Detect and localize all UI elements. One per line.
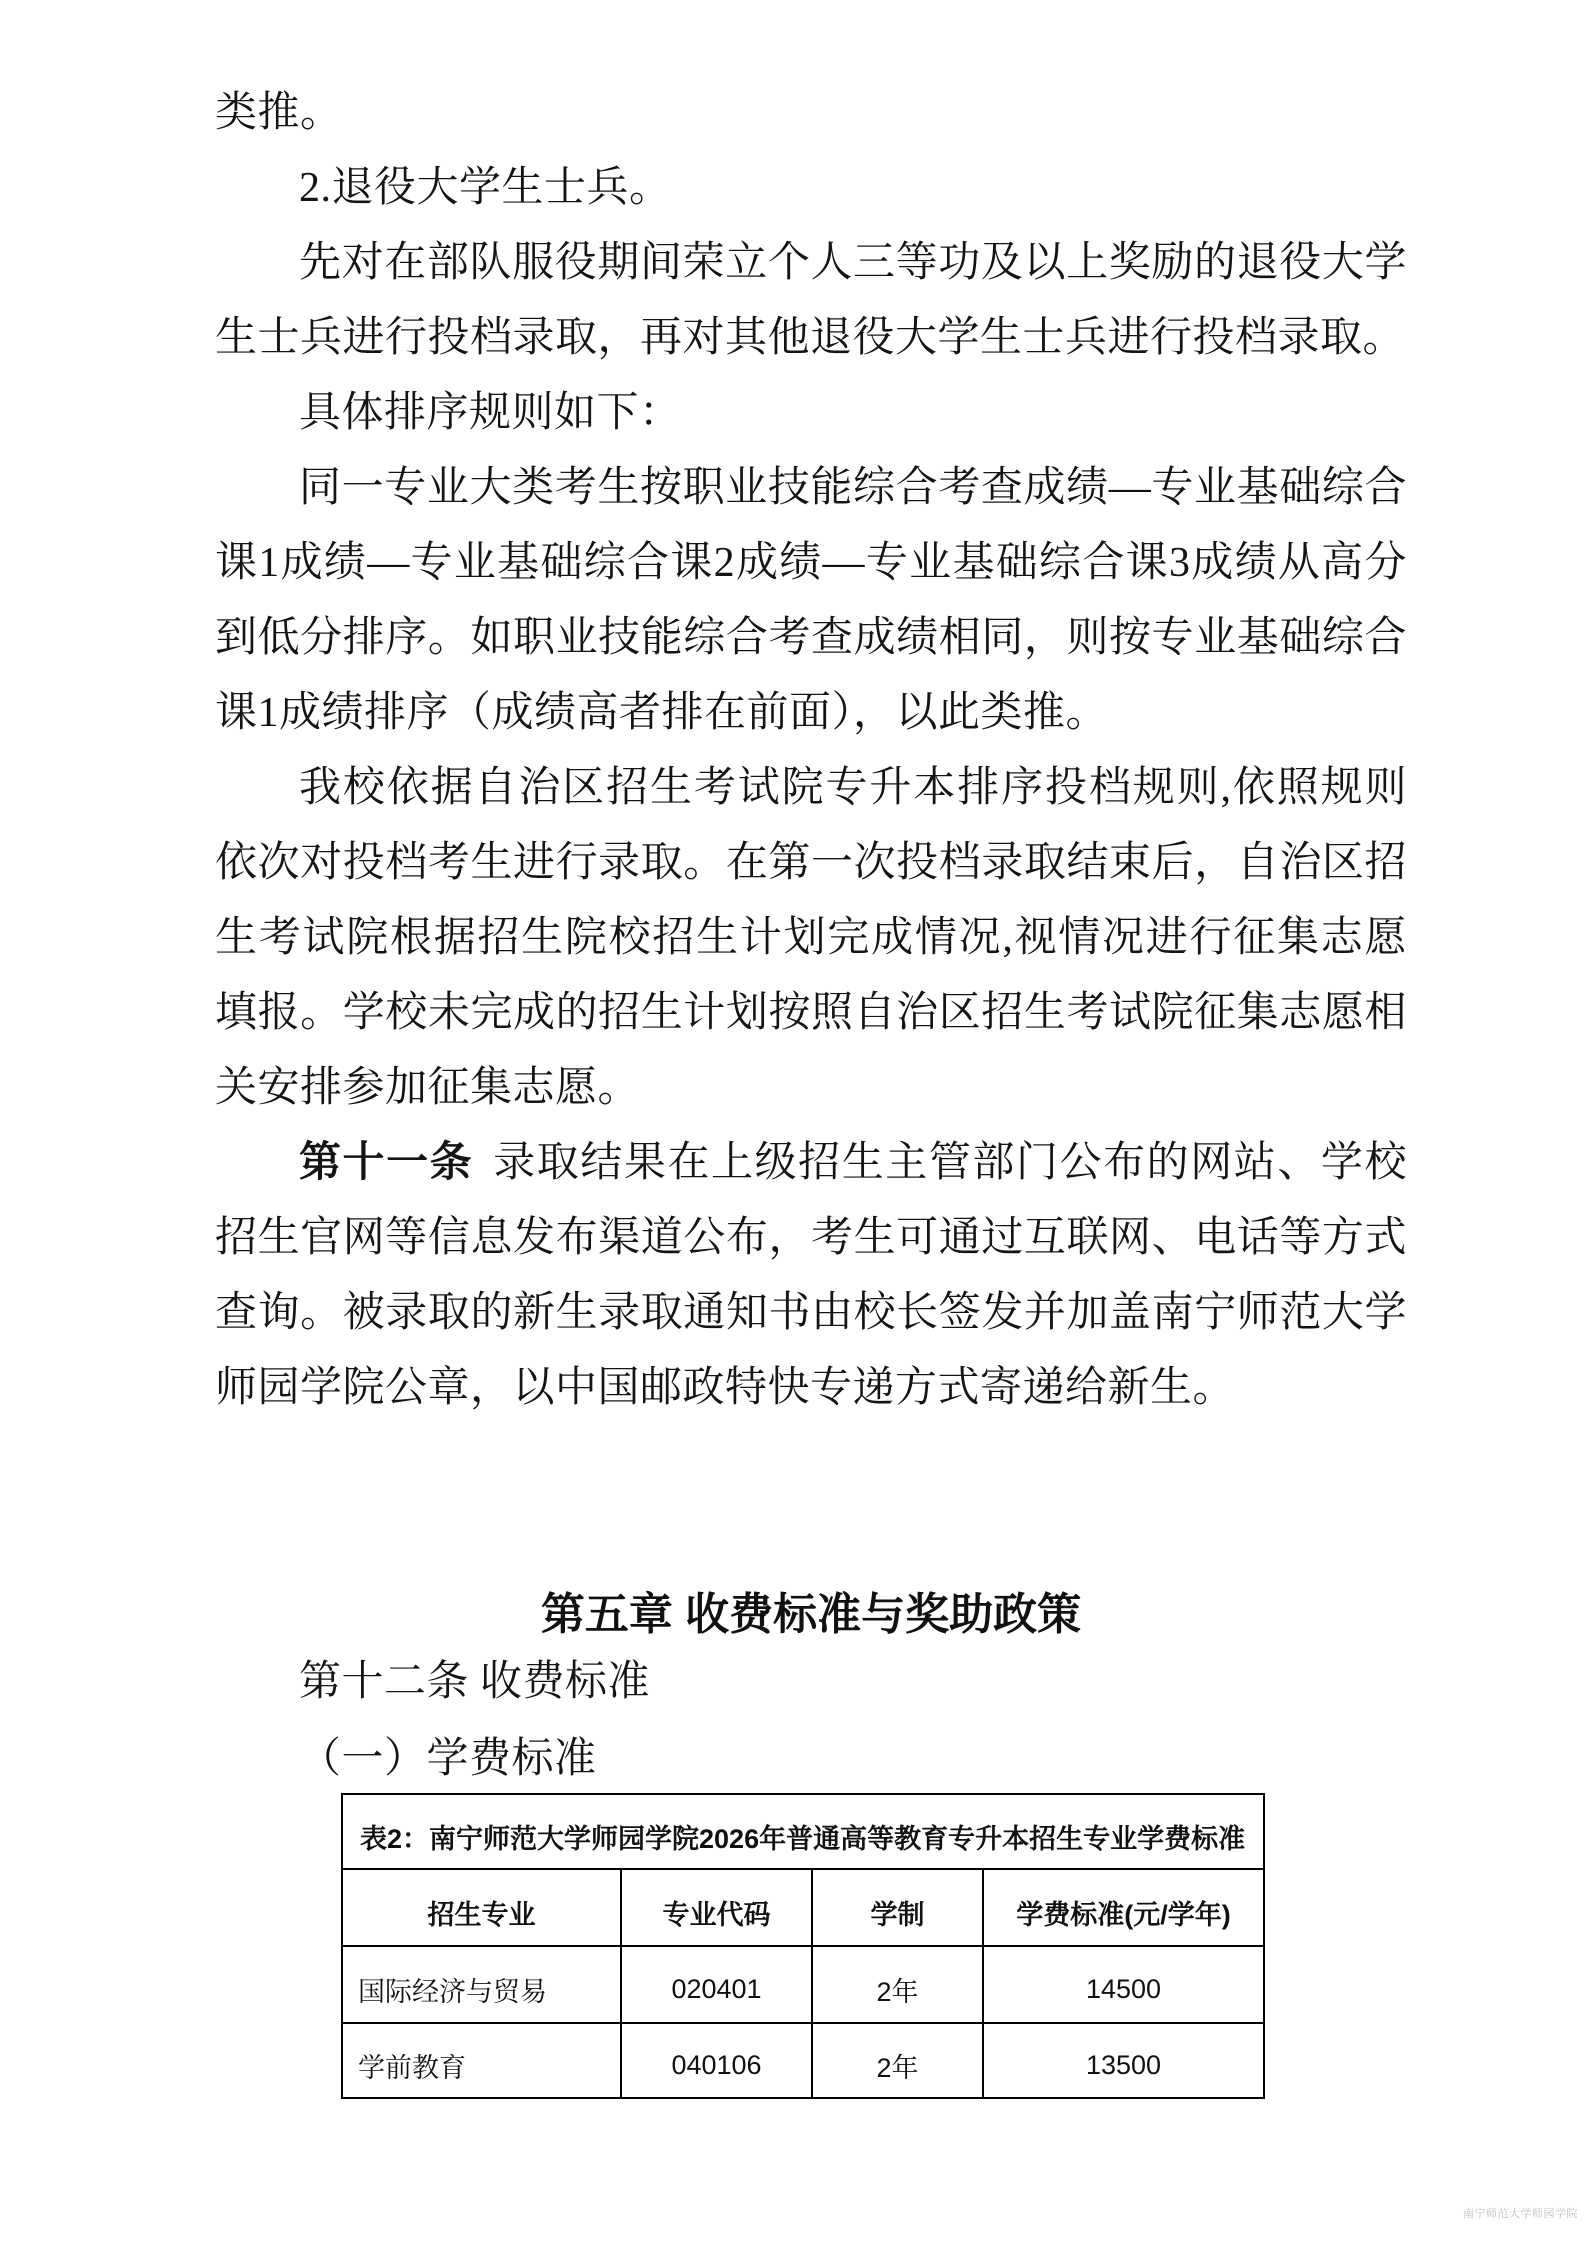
col-header-major-code: 专业代码	[621, 1869, 812, 1946]
paragraph-article-11	[215, 1126, 1407, 1426]
section-1-heading: （一）学费标准	[299, 1736, 597, 1782]
col-header-major: 招生专业	[342, 1869, 621, 1946]
tuition-fee-table	[341, 1793, 1265, 2099]
cell-duration-2: 2年	[812, 2023, 983, 2098]
article-11-label: 第十一条	[299, 1140, 474, 1186]
article-11-text: 录取结果在上级招生主管部门公布的网站、学校招生官网等信息发布渠道公布，考生可通过互联网、电话等方式查询。被录取的新生录取通知书由校长签发并加盖南宁师范大学师园学院公章，以中国邮政特快专递方式寄递给新生。	[215, 1140, 1407, 1411]
cell-code-1: 020401	[621, 1946, 812, 2023]
paragraph-continuation: 类推。	[215, 90, 343, 136]
cell-tuition-2: 13500	[983, 2023, 1264, 2098]
col-header-tuition: 学费标准(元/学年)	[983, 1869, 1264, 1946]
table-row	[342, 1946, 1264, 2023]
body-text-block	[215, 76, 1407, 1426]
cell-code-2: 040106	[621, 2023, 812, 2098]
paragraph-sorting-intro: 具体排序规则如下：	[299, 390, 682, 436]
cell-duration-1: 2年	[812, 1946, 983, 2023]
table-row	[342, 2023, 1264, 2098]
article-12-heading: 第十二条 收费标准	[299, 1659, 651, 1705]
paragraph-sorting-rule: 同一专业大类考生按职业技能综合考查成绩—专业基础综合课1成绩—专业基础综合课2成绩—专业基础综合课3成绩从高分到低分排序。如职业技能综合考查成绩相同，则按专业基础综合课1成绩排序（成绩高者排在前面），以此类推。	[215, 465, 1407, 736]
col-header-duration: 学制	[812, 1869, 983, 1946]
table-caption-row	[342, 1794, 1264, 1869]
watermark-text: 南宁师范大学师园学院	[1463, 2208, 1578, 2220]
cell-major-1: 国际经济与贸易	[342, 1946, 621, 2023]
table-header-row	[342, 1869, 1264, 1946]
table-caption: 表2：南宁师范大学师园学院2026年普通高等教育专升本招生专业学费标准	[342, 1794, 1264, 1869]
cell-major-2: 学前教育	[342, 2023, 621, 2098]
paragraph-admission-process: 我校依据自治区招生考试院专升本排序投档规则,依照规则依次对投档考生进行录取。在第一次投档录取结束后，自治区招生考试院根据招生院校招生计划完成情况,视情况进行征集志愿填报。学校未完成的招生计划按照自治区招生考试院征集志愿相关安排参加征集志愿。	[215, 765, 1407, 1111]
paragraph-item-2: 2.退役大学生士兵。	[299, 165, 672, 211]
cell-tuition-1: 14500	[983, 1946, 1264, 2023]
paragraph-veteran-rule: 先对在部队服役期间荣立个人三等功及以上奖励的退役大学生士兵进行投档录取，再对其他退役大学生士兵进行投档录取。	[215, 240, 1407, 361]
chapter-5-heading: 第五章 收费标准与奖助政策	[540, 1590, 1082, 1639]
